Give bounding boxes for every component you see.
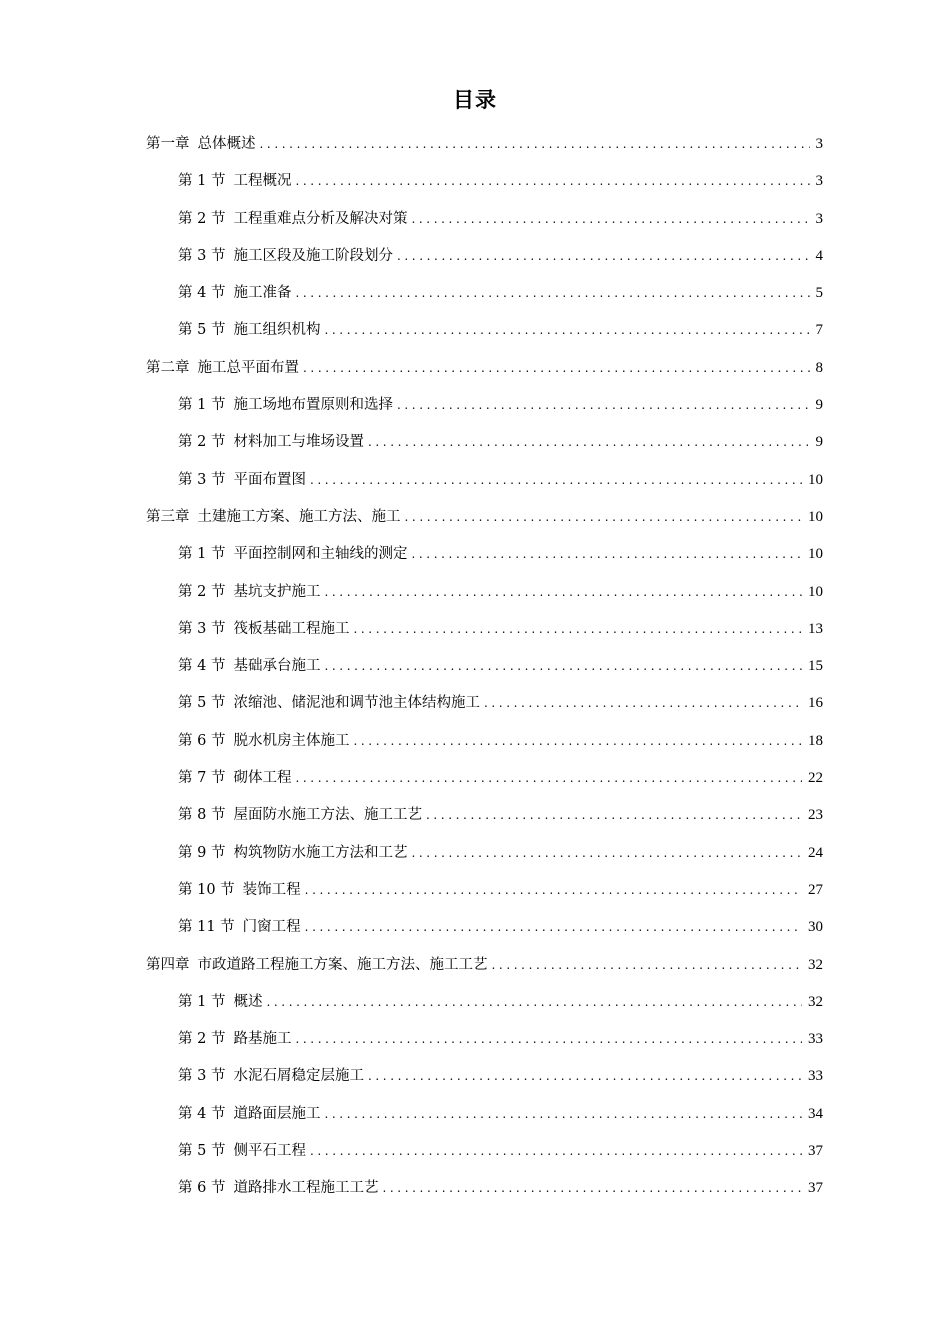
toc-dot-leader	[324, 652, 802, 680]
toc-section-entry[interactable]	[146, 316, 823, 353]
toc-entry-number: 第 5 节	[178, 322, 226, 339]
toc-entry-title: 施工准备	[233, 285, 292, 302]
toc-entry-number: 第 3 节	[178, 1068, 226, 1085]
toc-section-entry[interactable]	[146, 1137, 823, 1174]
toc-entry-number: 第 8 节	[178, 807, 226, 824]
toc-page-number: 3	[815, 173, 823, 190]
toc-section-entry[interactable]	[146, 540, 823, 577]
toc-entry-title: 工程概况	[233, 173, 292, 190]
toc-section-entry[interactable]	[146, 466, 823, 503]
toc-page-number: 37	[808, 1180, 823, 1197]
toc-page-number: 33	[808, 1068, 823, 1085]
toc-section-entry[interactable]	[146, 876, 823, 913]
toc-dot-leader	[382, 1174, 802, 1202]
toc-entry-number: 第 1 节	[178, 546, 226, 563]
toc-section-entry[interactable]	[146, 391, 823, 428]
toc-entry-number: 第 10 节	[178, 881, 235, 898]
toc-dot-leader	[426, 801, 802, 829]
toc-page-number: 18	[808, 732, 823, 749]
toc-section-entry[interactable]	[146, 578, 823, 615]
toc-entry-title: 砌体工程	[233, 770, 292, 787]
toc-section-entry[interactable]	[146, 1062, 823, 1099]
toc-page-number: 32	[808, 993, 823, 1010]
toc-page-number: 10	[808, 546, 823, 563]
toc-section-entry[interactable]	[146, 205, 823, 242]
toc-entry-title: 基础承台施工	[233, 658, 321, 675]
toc-dot-leader	[295, 167, 809, 195]
toc-entry-title: 脱水机房主体施工	[233, 732, 350, 749]
toc-page-number: 22	[808, 770, 823, 787]
toc-page-number: 15	[808, 658, 823, 675]
toc-page-number: 4	[815, 247, 823, 264]
toc-entry-number: 第 7 节	[178, 770, 226, 787]
toc-section-entry[interactable]	[146, 727, 823, 764]
toc-entry-number: 第 5 节	[178, 695, 226, 712]
toc-dot-leader	[266, 988, 802, 1016]
toc-entry-title: 筏板基础工程施工	[233, 620, 350, 637]
toc-page-number: 9	[815, 434, 823, 451]
toc-dot-leader	[303, 354, 810, 382]
toc-dot-leader	[305, 913, 802, 941]
toc-page-number: 5	[815, 285, 823, 302]
toc-section-entry[interactable]	[146, 615, 823, 652]
toc-section-entry[interactable]	[146, 801, 823, 838]
toc-page-number: 7	[815, 322, 823, 339]
toc-section-entry[interactable]	[146, 167, 823, 204]
toc-dot-leader	[397, 242, 810, 270]
toc-entry-number: 第 2 节	[178, 1031, 226, 1048]
toc-entry-number: 第 9 节	[178, 844, 226, 861]
toc-section-entry[interactable]	[146, 428, 823, 465]
toc-dot-leader	[295, 279, 809, 307]
toc-entry-title: 装饰工程	[242, 881, 301, 898]
toc-entry-title: 侧平石工程	[233, 1143, 306, 1160]
toc-dot-leader	[368, 1062, 802, 1090]
toc-dot-leader	[324, 1100, 802, 1128]
toc-dot-leader	[295, 1025, 802, 1053]
toc-page-number: 8	[815, 359, 823, 376]
toc-chapter-entry[interactable]	[146, 951, 823, 988]
toc-entry-title: 土建施工方案、施工方法、施工	[197, 508, 401, 525]
toc-page-number: 37	[808, 1143, 823, 1160]
toc-entry-title: 总体概述	[197, 136, 256, 152]
toc-entry-number: 第 6 节	[178, 1180, 226, 1197]
toc-entry-number: 第 1 节	[178, 993, 226, 1010]
toc-entry-title: 构筑物防水施工方法和工艺	[233, 844, 408, 861]
toc-entry-title: 道路面层施工	[233, 1105, 321, 1122]
toc-entry-title: 市政道路工程施工方案、施工方法、施工工艺	[197, 956, 488, 973]
toc-dot-leader	[411, 540, 802, 568]
toc-entry-number: 第 3 节	[178, 247, 226, 264]
toc-entry-number: 第 2 节	[178, 434, 226, 451]
toc-page-number: 24	[808, 844, 823, 861]
toc-entry-number: 第 1 节	[178, 397, 226, 414]
toc-entry-title: 水泥石屑稳定层施工	[233, 1068, 364, 1085]
toc-section-entry[interactable]	[146, 1025, 823, 1062]
toc-entry-title: 基坑支护施工	[233, 583, 321, 600]
toc-section-entry[interactable]	[146, 689, 823, 726]
toc-entry-number: 第 2 节	[178, 583, 226, 600]
toc-entry-title: 平面控制网和主轴线的测定	[233, 546, 408, 563]
toc-entry-number: 第 6 节	[178, 732, 226, 749]
toc-page-number: 10	[808, 471, 823, 488]
toc-entry-number: 第一章	[146, 136, 190, 152]
toc-dot-leader	[260, 130, 810, 158]
toc-entry-number: 第四章	[146, 956, 190, 973]
toc-entry-number: 第三章	[146, 508, 190, 525]
toc-entry-number: 第 4 节	[178, 285, 226, 302]
toc-section-entry[interactable]	[146, 764, 823, 801]
toc-entry-number: 第 5 节	[178, 1143, 226, 1160]
toc-entry-title: 门窗工程	[242, 919, 301, 936]
toc-dot-leader	[353, 615, 802, 643]
toc-section-entry[interactable]	[146, 279, 823, 316]
toc-page-number: 3	[815, 210, 823, 227]
toc-dot-leader	[405, 503, 803, 531]
toc-entry-number: 第 1 节	[178, 173, 226, 190]
toc-entry-title: 屋面防水施工方法、施工工艺	[233, 807, 422, 824]
toc-page-number: 33	[808, 1031, 823, 1048]
toc-entry-title: 概述	[233, 993, 263, 1010]
toc-entry-number: 第 3 节	[178, 471, 226, 488]
toc-entry-title: 材料加工与堆场设置	[233, 434, 364, 451]
toc-entry-title: 道路排水工程施工工艺	[233, 1180, 379, 1197]
toc-page-number: 13	[808, 620, 823, 637]
toc-entry-number: 第 2 节	[178, 210, 226, 227]
toc-section-entry[interactable]	[146, 913, 823, 950]
toc-section-entry[interactable]	[146, 839, 823, 876]
toc-dot-leader	[484, 689, 802, 717]
toc-entry-title: 施工组织机构	[233, 322, 321, 339]
toc-list	[146, 130, 823, 1212]
toc-dot-leader	[324, 316, 809, 344]
toc-dot-leader	[310, 1137, 802, 1165]
toc-entry-number: 第 4 节	[178, 1105, 226, 1122]
toc-page-number: 10	[808, 583, 823, 600]
toc-entry-number: 第 11 节	[178, 919, 235, 936]
toc-entry-title: 施工区段及施工阶段划分	[233, 247, 393, 264]
toc-chapter-entry[interactable]	[146, 130, 823, 167]
toc-page-number: 23	[808, 807, 823, 824]
toc-page-number: 16	[808, 695, 823, 712]
toc-entry-title: 工程重难点分析及解决对策	[233, 210, 408, 227]
toc-page-number: 3	[815, 136, 823, 152]
toc-dot-leader	[411, 839, 802, 867]
toc-entry-title: 施工总平面布置	[197, 359, 299, 376]
toc-section-entry[interactable]	[146, 1174, 823, 1211]
toc-dot-leader	[310, 466, 802, 494]
toc-dot-leader	[353, 727, 802, 755]
toc-chapter-entry[interactable]	[146, 354, 823, 391]
toc-section-entry[interactable]	[146, 242, 823, 279]
toc-entry-number: 第二章	[146, 359, 190, 376]
toc-page-number: 30	[808, 919, 823, 936]
toc-dot-leader	[305, 876, 802, 904]
toc-dot-leader	[492, 951, 803, 979]
toc-dot-leader	[411, 205, 809, 233]
toc-section-entry[interactable]	[146, 1100, 823, 1137]
toc-chapter-entry[interactable]	[146, 503, 823, 540]
toc-dot-leader	[324, 578, 802, 606]
toc-title: 目录	[453, 88, 497, 112]
toc-page-number: 9	[815, 397, 823, 414]
toc-entry-title: 浓缩池、储泥池和调节池主体结构施工	[233, 695, 480, 712]
toc-entry-number: 第 3 节	[178, 620, 226, 637]
toc-entry-number: 第 4 节	[178, 658, 226, 675]
toc-page-number: 10	[808, 508, 823, 525]
toc-section-entry[interactable]	[146, 988, 823, 1025]
toc-section-entry[interactable]	[146, 652, 823, 689]
toc-page-number: 27	[808, 881, 823, 898]
toc-entry-title: 路基施工	[233, 1031, 292, 1048]
toc-page-number: 34	[808, 1105, 823, 1122]
toc-entry-title: 施工场地布置原则和选择	[233, 397, 393, 414]
toc-page-number: 32	[808, 956, 823, 973]
toc-entry-title: 平面布置图	[233, 471, 306, 488]
toc-dot-leader	[295, 764, 802, 792]
toc-dot-leader	[397, 391, 810, 419]
toc-dot-leader	[368, 428, 810, 456]
